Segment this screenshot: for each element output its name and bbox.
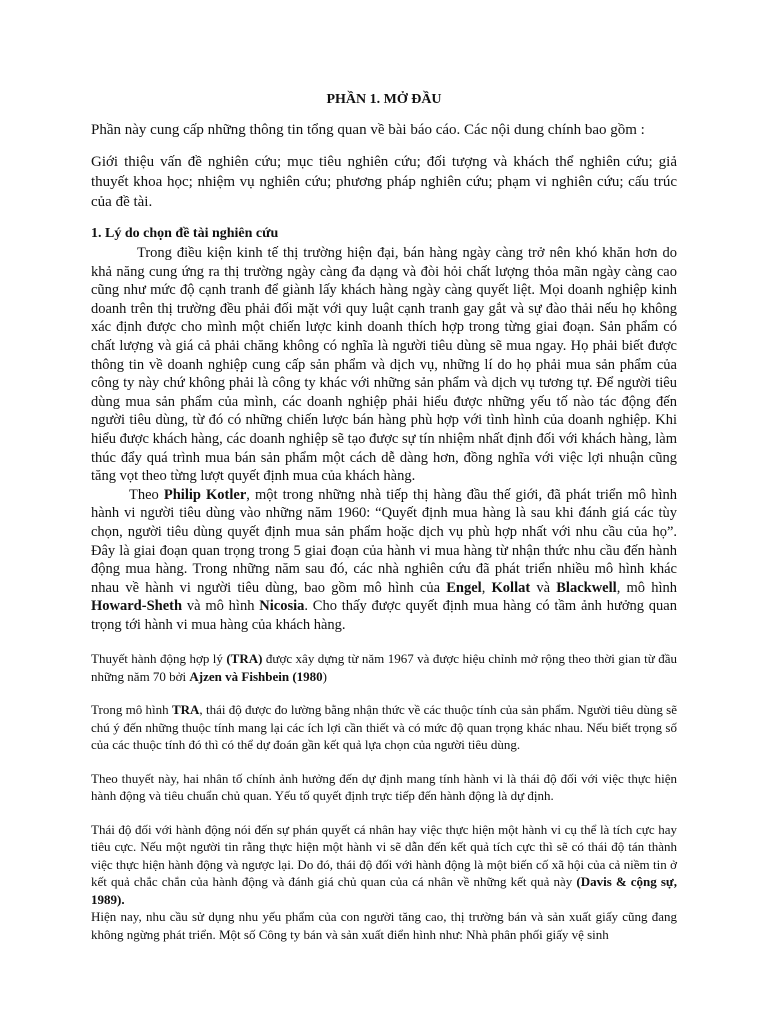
text-run: , <box>481 579 492 596</box>
text-run: được xây dựng từ năm 1967 và được hiệu chỉnh mở rộng theo thời gian từ đầu những năm 70 bởi <box>91 651 677 684</box>
bold-name-kotler: Philip Kotler <box>163 486 247 503</box>
text-run: Thuyết hành động hợp lý <box>91 651 227 667</box>
page-title: PHẦN 1. MỞ ĐẦU <box>326 92 442 107</box>
section-heading-1: 1. Lý do chọn đề tài nghiên cứu <box>91 226 279 241</box>
document-page <box>91 92 677 943</box>
paragraph-two-factors: Theo thuyết này, hai nhân tố chính ảnh hưởng đến dự định mang tính hành vi là thái độ đối với việc thực hiện hành động và tiêu chuẩn chủ quan. Yếu tố quyết định trực tiếp đến hành động là dự định. <box>91 770 677 804</box>
text-run: , mô hình <box>616 579 678 596</box>
bold-citation-davis: (Davis & cộng sự, 1989). <box>91 874 677 907</box>
text-run: ) <box>322 668 328 684</box>
paragraph-tra-model <box>91 701 677 754</box>
intro-contents-paragraph: Giới thiệu vấn đề nghiên cứu; mục tiêu nghiên cứu; đối tượng và khách thể nghiên cứu; giả thuyết khoa học; nhiệm vụ nghiên cứu; phương pháp nghiên cứu; phạm vi nghiên cứu; cấu trúc của đề tài. <box>91 154 677 210</box>
text-run: và <box>530 579 557 596</box>
text-run: , thái độ được đo lường bằng nhận thức về các thuộc tính của sản phẩm. Người tiêu dùng sẽ chú ý đến những thuộc tính mang lại các ích lợi cần thiết và có mức độ quan trọng khác nhau. Nếu biết trọng số của các thuộc tính đó thì có thể dự đoán gần kết quả lựa chọn của người tiêu dùng. <box>91 702 677 753</box>
bold-name-kollat: Kollat <box>491 579 531 596</box>
intro-paragraph: Phần này cung cấp những thông tin tổng quan về bài báo cáo. Các nội dung chính bao gồm : <box>91 122 645 138</box>
text-run: Theo <box>129 486 164 503</box>
bold-name-blackwell: Blackwell <box>556 579 617 596</box>
text-run: Thái độ đối với hành động nói đến sự phán quyết cá nhân hay việc thực hiện một hành vi cụ thể là tích cực hay tiêu cực. Nếu một người tin rằng thực hiện một hành vi sẽ dẫn đến kết quả tích cực thì sẽ có thái độ tán thành việc thực hiện hành động và ngược lại. Do đó, thái độ đối với hành động là một biến cố xã hội của cả niềm tin ở kết quả chắc chắn của hành động và đánh giá chủ quan của cá nhân về những kết quả này <box>91 821 677 890</box>
paragraph-reason: Trong điều kiện kinh tế thị trường hiện đại, bán hàng ngày càng trở nên khó khăn hơn do khả năng cung ứng ra thị trường ngày càng đa dạng và đòi hỏi chất lượng thỏa mãn ngày càng cao cũng như mức độ cạnh tranh để giành lấy khách hàng ngày càng quyết liệt. Mọi doanh nghiệp kinh doanh trên thị trường đều phải đối mặt với quy luật cạnh tranh gay gắt và sự đào thải nếu họ không xác định được cho mình một chiến lược kinh doanh thích hợp trong từng giai đoạn. Sản phẩm có chất lượng và giá cả phải chăng không có nghĩa là người tiêu dùng sẽ mua ngay. Họ phải biết được thông tin về doanh nghiệp cung cấp sản phẩm và dịch vụ, những lí do họ phải mua sản phẩm của công ty này chứ không phải là công ty khác với những sản phẩm và dịch vụ tương tự. Để người tiêu dùng mua sản phẩm của mình, các doanh nghiệp phải hiểu được những yếu tố nào tác động đến người tiêu dùng, từ đó có những chiến lược bán hàng phù hợp với tình hình của doanh nghiệp. Khi hiểu được khách hàng, các doanh nghiệp sẽ tạo được sự tín nhiệm nhất định đối với khách hàng, làm thúc đẩy quá trình mua bán sản phẩm một cách dễ dàng hơn, đồng nghĩa với việc lợi nhuận cũng tăng vọt theo từng lượt quyết định mua của khách hàng. <box>91 245 677 485</box>
bold-name-howard-sheth: Howard-Sheth <box>91 598 183 615</box>
bold-name-engel: Engel <box>446 579 482 596</box>
bold-citation-ajzen: Ajzen và Fishbein (1980 <box>189 668 323 684</box>
text-run: , một trong những nhà tiếp thị hàng đầu thế giới, đã phát triển mô hình hành vi người tiêu dùng vào những năm 1960: “Quyết định mua hàng là sau khi đánh giá các tùy chọn, người tiêu dùng quyết định mua sản phẩm hoặc dịch vụ phù hợp nhất với nhu cầu của họ”. Đây là giai đoạn quan trọng trong 5 giai đoạn của hành vi mua hàng từ nhận thức nhu cầu đến hành động mua hàng. Trong những năm sau đó, các nhà nghiên cứu đã phát triển nhiều mô hình khác nhau về hành vi người tiêu dùng, bao gồm mô hình của <box>91 486 677 596</box>
paragraph-kotler <box>91 486 677 635</box>
paragraph-attitude <box>91 821 677 909</box>
text-run: và mô hình <box>182 598 260 615</box>
bold-tra: TRA <box>171 702 200 718</box>
text-run: . Cho thấy được quyết định mua hàng có tầm ảnh hưởng quan trọng tới hành vi mua hàng của khách hàng. <box>91 598 677 633</box>
paragraph-paper-market: Hiện nay, nhu cầu sử dụng nhu yếu phẩm của con người tăng cao, thị trường bán và sản xuất giấy cũng đang không ngừng phát triển. Một số Công ty bán và sản xuất điển hình như: Nhà phân phối giấy vệ sinh <box>91 909 677 942</box>
paragraph-tra-theory <box>91 650 677 685</box>
text-run: Trong mô hình <box>91 702 172 718</box>
bold-tra: (TRA) <box>226 651 263 667</box>
bold-name-nicosia: Nicosia <box>259 598 305 615</box>
